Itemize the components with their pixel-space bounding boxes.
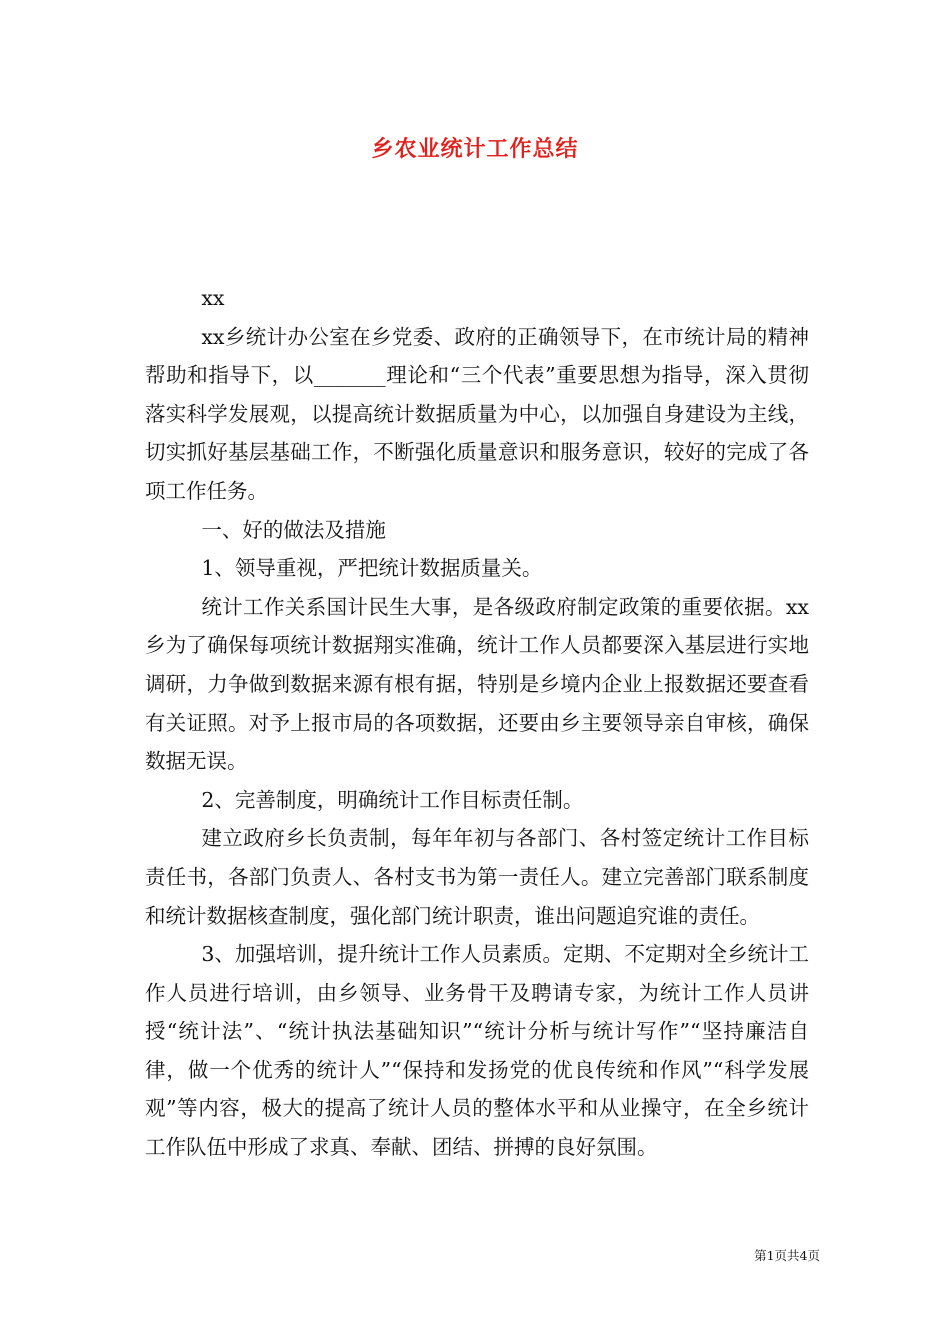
subheading-2: 2、完善制度，明确统计工作目标责任制。 bbox=[201, 787, 584, 812]
paragraph-intro: xx乡统计办公室在乡党委、政府的正确领导下，在市统计局的精神帮助和指导下，以_______理论和“三个代表”重要思想为指导，深入贯彻落实科学发展观，以提高统计数据质量为中心，以加强自身建设为主线，切实抓好基层基础工作，不断强化质量意识和服务意识，较好的完成了各项工作任务。 bbox=[145, 324, 809, 503]
document-body bbox=[145, 279, 809, 1167]
paragraph-2: 建立政府乡长负责制，每年年初与各部门、各村签定统计工作目标责任书，各部门负责人、各村支书为第一责任人。建立完善部门联系制度和统计数据核查制度，强化部门统计职责，谁出问题追究谁的责任。 bbox=[145, 826, 809, 928]
subheading-1: 1、领导重视，严把统计数据质量关。 bbox=[201, 556, 543, 581]
document-title: 乡农业统计工作总结 bbox=[371, 136, 579, 162]
paragraph-1: 统计工作关系国计民生大事，是各级政府制定政策的重要依据。xx乡为了确保每项统计数据翔实准确，统计工作人员都要深入基层进行实地调研，力争做到数据来源有根有据，特别是乡境内企业上报数据还要查看有关证照。对予上报市局的各项数据，还要由乡主要领导亲自审核，确保数据无误。 bbox=[145, 594, 809, 774]
page-number: 第1页共4页 bbox=[754, 1248, 820, 1263]
paragraph-date: xx bbox=[201, 286, 225, 310]
section-heading: 一、好的做法及措施 bbox=[201, 517, 386, 542]
paragraph-3: 3、加强培训，提升统计工作人员素质。定期、不定期对全乡统计工作人员进行培训，由乡领导、业务骨干及聘请专家，为统计工作人员讲授“统计法”、“统计执法基础知识”“统计分析与统计写作”“坚持廉洁自律，做一个优秀的统计人”“保持和发扬党的优良传统和作风”“科学发展观”等内容，极大的提高了统计人员的整体水平和从业操守，在全乡统计工作队伍中形成了求真、奉献、团结、拼搏的良好氛围。 bbox=[145, 942, 809, 1160]
